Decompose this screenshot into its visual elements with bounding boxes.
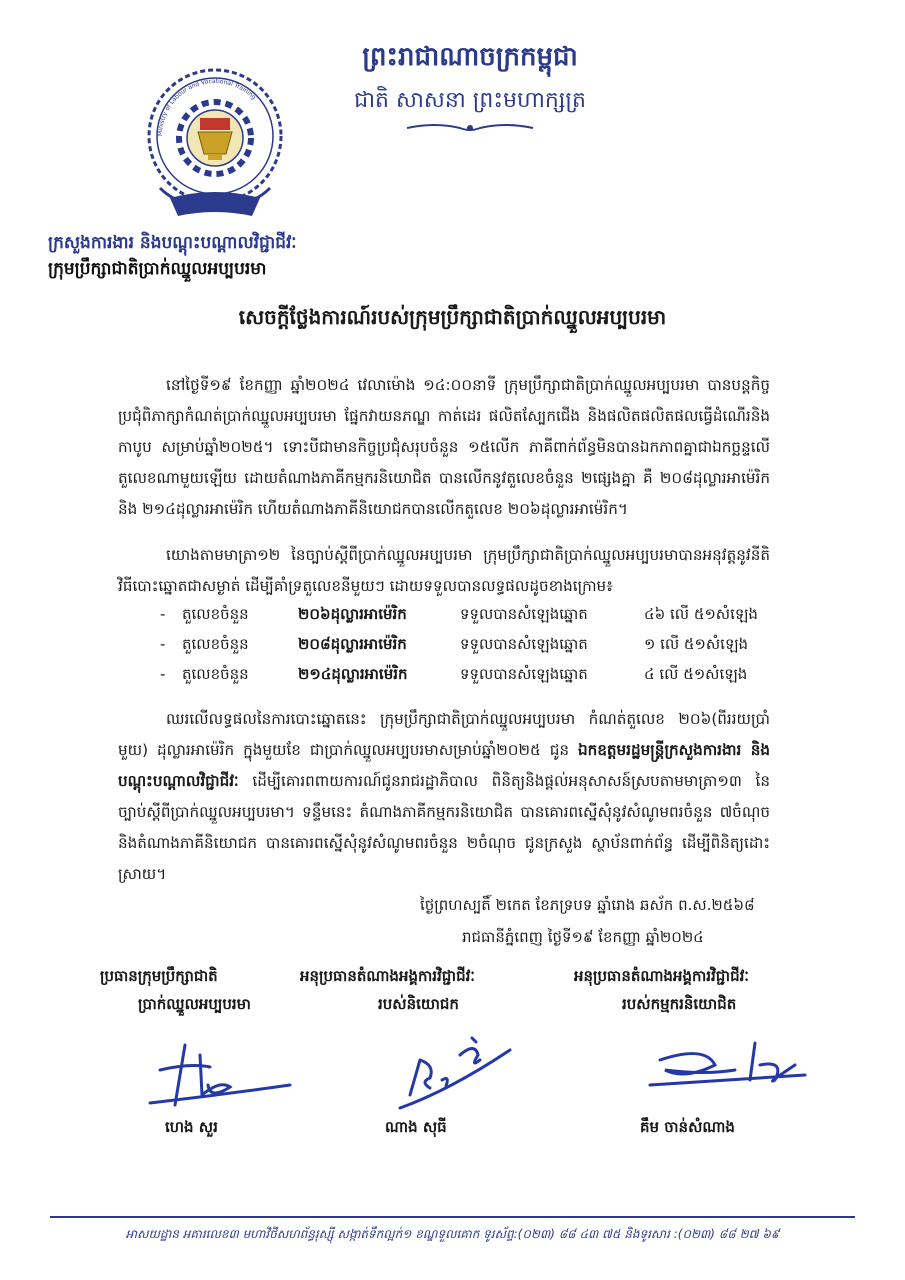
signatory-3-title-2: របស់កម្មករនិយោជិត: [622, 995, 737, 1013]
document-title: សេចក្តីថ្លែងការណ៍របស់ក្រុមប្រឹក្សាជាតិប្រាក់ឈ្នួលអប្បបរមា: [238, 305, 667, 329]
signatory-2-name: ណាង សុធី: [385, 1118, 447, 1136]
bullet-dash: -: [160, 605, 166, 623]
place-date: រាជធានីភ្នំពេញ ថ្ងៃទី១៩ ខែកញ្ញា ឆ្នាំ២០២៤: [462, 928, 704, 946]
paragraph-1-text: នៅថ្ងៃទី១៩ ខែកញ្ញា ឆ្នាំ២០២៤ វេលាម៉ោង ១៤:០០នាទី ក្រុមប្រឹក្សាជាតិប្រាក់ឈ្នួលអប្បបរមា បានបន្តកិច្ចប្រជុំពិភាក្សាកំណត់ប្រាក់ឈ្នួលអប្បបរមា ផ្នែកវាយនភណ្ឌ កាត់ដេរ ផលិតស្បែកជើង និងផលិតផលិតផលធ្វើដំណើរនិងកាបូប សម្រាប់ឆ្នាំ២០២៥។ ទោះបីជាមានកិច្ចប្រជុំសរុបចំនួន ១៥លើក ភាគីពាក់ព័ន្ធមិនបានឯកភាពគ្នាជាឯកច្ឆន្ទលើតួលេខណាមួយឡើយ ដោយតំណាងភាគីកម្មករនិយោជិត បានលើកនូវតួលេខចំនួន ២ផ្សេងគ្នា គឺ ២០៨ដុល្លារអាម៉េរិក និង ២១៤ដុល្លារអាម៉េរិក ហើយតំណាងភាគីនិយោជកបានលើកតួលេខ ២០៦ដុល្លារអាម៉េរិក។: [118, 376, 770, 518]
bullet-dash: -: [160, 665, 166, 683]
council-name: ក្រុមប្រឹក្សាជាតិប្រាក់ឈ្នួលអប្បបរមា: [48, 259, 267, 279]
signatory-1-title: ប្រធានក្រុមប្រឹក្សាជាតិ: [100, 967, 218, 985]
paragraph-3-start: ឈរលើលទ្ធផលនៃការបោះឆ្នោតនេះ ក្រុមប្រឹក្សាជាតិប្រាក់ឈ្នួលអប្បបរមា កំណត់តួលេខ ២០៦(ពីររយប្រាំមួយ) ដុល្លារអាម៉េរិក ក្នុងមួយខែ ជាប្រាក់ឈ្នួលអប្បបរមាសម្រាប់ឆ្នាំ២០២៥ ជូន: [118, 710, 770, 759]
result-label: តួលេខចំនួន: [182, 665, 249, 683]
result-label: តួលេខចំនួន: [182, 605, 249, 623]
paragraph-2: [118, 540, 770, 602]
signatory-1-title-2: ប្រាក់ឈ្នួលអប្បបរមា: [138, 995, 251, 1013]
lunar-date: ថ្ងៃព្រហស្បតិ៍ ២កេត ខែភទ្របទ ឆ្នាំរោង ឆស័ក ព.ស.២៥៦៨: [420, 896, 755, 914]
signatory-1-name: ហេង សួរ: [165, 1118, 218, 1136]
result-vote-count: ៤ លើ ៥១សំឡេង: [644, 665, 748, 683]
footer-divider: [50, 1216, 855, 1218]
result-votes-label: ទទួលបានសំឡេងឆ្នោត: [460, 635, 588, 653]
ministry-name: ក្រសួងការងារ និងបណ្តុះបណ្តាលវិជ្ជាជីវៈ: [48, 233, 297, 253]
ministry-logo: [140, 58, 290, 228]
result-amount: ២១៤ដុល្លារអាម៉េរិក: [298, 665, 408, 683]
signatory-2-title-2: របស់និយោជក: [378, 995, 459, 1013]
kingdom-heading: ព្រះរាជាណាចក្រកម្ពុជា: [362, 42, 578, 72]
signature-2: [380, 1020, 550, 1110]
result-vote-count: ៤៦ លើ ៥១សំឡេង: [644, 605, 758, 623]
result-amount: ២០៦ដុល្លារអាម៉េរិក: [298, 605, 407, 623]
result-votes-label: ទទួលបានសំឡេងឆ្នោត: [460, 605, 588, 623]
result-label: តួលេខចំនួន: [182, 635, 249, 653]
signatory-2-title: អនុប្រធានតំណាងអង្គការវិជ្ជាជីវៈ: [300, 967, 475, 985]
paragraph-3: [118, 704, 770, 890]
result-vote-count: ១ លើ ៥១សំឡេង: [644, 635, 749, 653]
result-votes-label: ទទួលបានសំឡេងឆ្នោត: [460, 665, 588, 683]
bullet-dash: -: [160, 635, 166, 653]
national-motto: ជាតិ សាសនា ព្រះមហាក្សត្រ: [354, 88, 586, 113]
result-amount: ២០៨ដុល្លារអាម៉េរិក: [298, 635, 407, 653]
signatory-3-name: គឹម ចាន់សំណាង: [640, 1118, 735, 1136]
paragraph-3-end: ដើម្បីគោរពពាយការណ៍ជូនរាជរដ្ឋាភិបាល ពិនិត្យនិងផ្តល់អនុសាសន៍ស្របតាមមាត្រា១៣ នៃច្បាប់ស្តីពីប្រាក់ឈ្នួលអប្បបរមា។ ទន្ទឹមនេះ តំណាងភាគីកម្មករនិយោជិត បានគោរពស្នើសុំនូវសំណូមពរចំនួន ៧ចំណុច និងតំណាងភាគីនិយោជក បានគោរពស្នើសុំនូវសំណូមពរចំនួន ២ចំណុច ជូនក្រសួង ស្ថាប័នពាក់ព័ន្ធ ដើម្បីពិនិត្យដោះស្រាយ។: [118, 772, 770, 883]
signatory-3-title: អនុប្រធានតំណាងអង្គការវិជ្ជាជីវៈ: [574, 967, 749, 985]
paragraph-2-text: យោងតាមមាត្រា១២ នៃច្បាប់ស្តីពីប្រាក់ឈ្នួលអប្បបរមា ក្រុមប្រឹក្សាជាតិប្រាក់ឈ្នួលអប្បបរមាបានអនុវត្តនូវនីតិវិធីបោះឆ្នោតជាសម្ងាត់ ដើម្បីគាំទ្រតួលេខនីមួយៗ ដោយទទួលបានលទ្ធផលដូចខាងក្រោម៖: [118, 546, 770, 595]
logo-ring-text: Ministry of Labour and Vocational Training: [156, 77, 258, 137]
signature-1: [130, 1025, 300, 1115]
footer-address: អាសយដ្ឋាន អគារលេខ៣ មហាវិថីសហព័ន្ធរុស្ស៊ី សង្កាត់ទឹកល្អក់១ ខណ្ឌទួលគោក ទូរស័ព្ទ:(០២៣) ៨៨ ៤៣ ៧៥ និងទូរសារ :(០២៣) ៨៨ ២៧ ៦៩: [125, 1227, 780, 1241]
minister-title: ឯកឧត្តមរដ្ឋមន្ត្រីក្រសួងការងារ និងបណ្តុះបណ្តាលវិជ្ជាជីវៈ: [118, 741, 770, 790]
paragraph-1: [118, 370, 770, 525]
ornament-divider: [405, 122, 535, 134]
signature-3: [645, 1025, 815, 1115]
